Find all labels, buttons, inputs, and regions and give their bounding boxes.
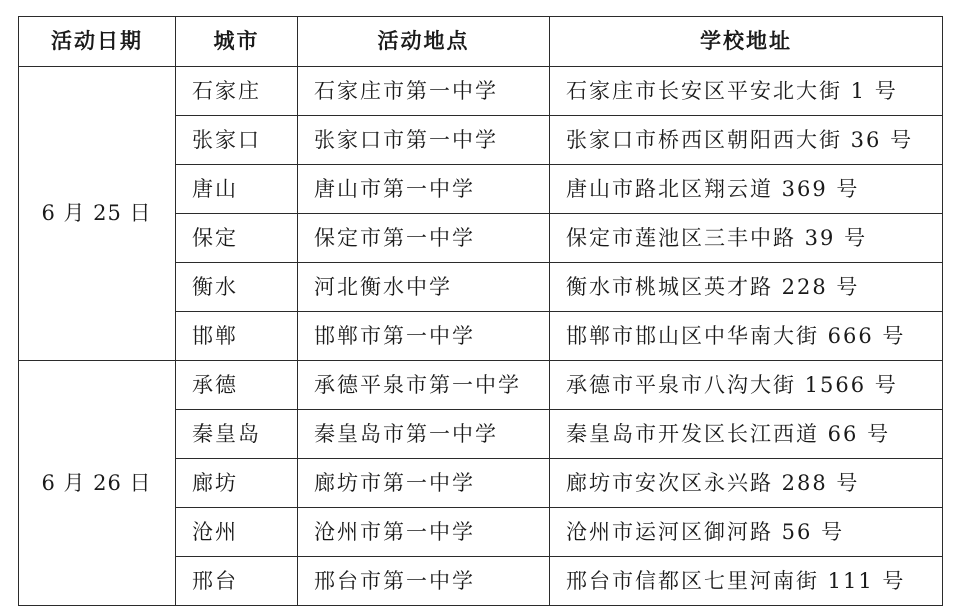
city-cell: 保定: [176, 214, 298, 263]
address-cell: 衡水市桃城区英才路 228 号: [550, 263, 943, 312]
header-row: [19, 17, 943, 67]
venue-cell: 承德平泉市第一中学: [298, 361, 550, 410]
table-row: [19, 361, 943, 410]
city-cell: 沧州: [176, 508, 298, 557]
address-cell: 张家口市桥西区朝阳西大街 36 号: [550, 116, 943, 165]
date-cell: 6 月 25 日: [19, 67, 176, 361]
city-cell: 张家口: [176, 116, 298, 165]
table-body: [19, 67, 943, 606]
venue-cell: 唐山市第一中学: [298, 165, 550, 214]
venue-cell: 邯郸市第一中学: [298, 312, 550, 361]
venue-cell: 秦皇岛市第一中学: [298, 410, 550, 459]
venue-cell: 张家口市第一中学: [298, 116, 550, 165]
schedule-table: [18, 16, 943, 606]
address-cell: 邯郸市邯山区中华南大街 666 号: [550, 312, 943, 361]
venue-cell: 廊坊市第一中学: [298, 459, 550, 508]
address-cell: 石家庄市长安区平安北大街 1 号: [550, 67, 943, 116]
address-cell: 秦皇岛市开发区长江西道 66 号: [550, 410, 943, 459]
city-cell: 邢台: [176, 557, 298, 606]
address-cell: 廊坊市安次区永兴路 288 号: [550, 459, 943, 508]
address-cell: 沧州市运河区御河路 56 号: [550, 508, 943, 557]
address-cell: 邢台市信都区七里河南街 111 号: [550, 557, 943, 606]
header-date: 活动日期: [19, 17, 176, 67]
city-cell: 唐山: [176, 165, 298, 214]
venue-cell: 河北衡水中学: [298, 263, 550, 312]
city-cell: 邯郸: [176, 312, 298, 361]
date-cell: 6 月 26 日: [19, 361, 176, 606]
city-cell: 承德: [176, 361, 298, 410]
address-cell: 承德市平泉市八沟大街 1566 号: [550, 361, 943, 410]
address-cell: 唐山市路北区翔云道 369 号: [550, 165, 943, 214]
table-row: [19, 67, 943, 116]
header-venue: 活动地点: [298, 17, 550, 67]
venue-cell: 保定市第一中学: [298, 214, 550, 263]
venue-cell: 沧州市第一中学: [298, 508, 550, 557]
city-cell: 石家庄: [176, 67, 298, 116]
city-cell: 秦皇岛: [176, 410, 298, 459]
header-city: 城市: [176, 17, 298, 67]
venue-cell: 石家庄市第一中学: [298, 67, 550, 116]
header-address: 学校地址: [550, 17, 943, 67]
venue-cell: 邢台市第一中学: [298, 557, 550, 606]
city-cell: 廊坊: [176, 459, 298, 508]
address-cell: 保定市莲池区三丰中路 39 号: [550, 214, 943, 263]
city-cell: 衡水: [176, 263, 298, 312]
